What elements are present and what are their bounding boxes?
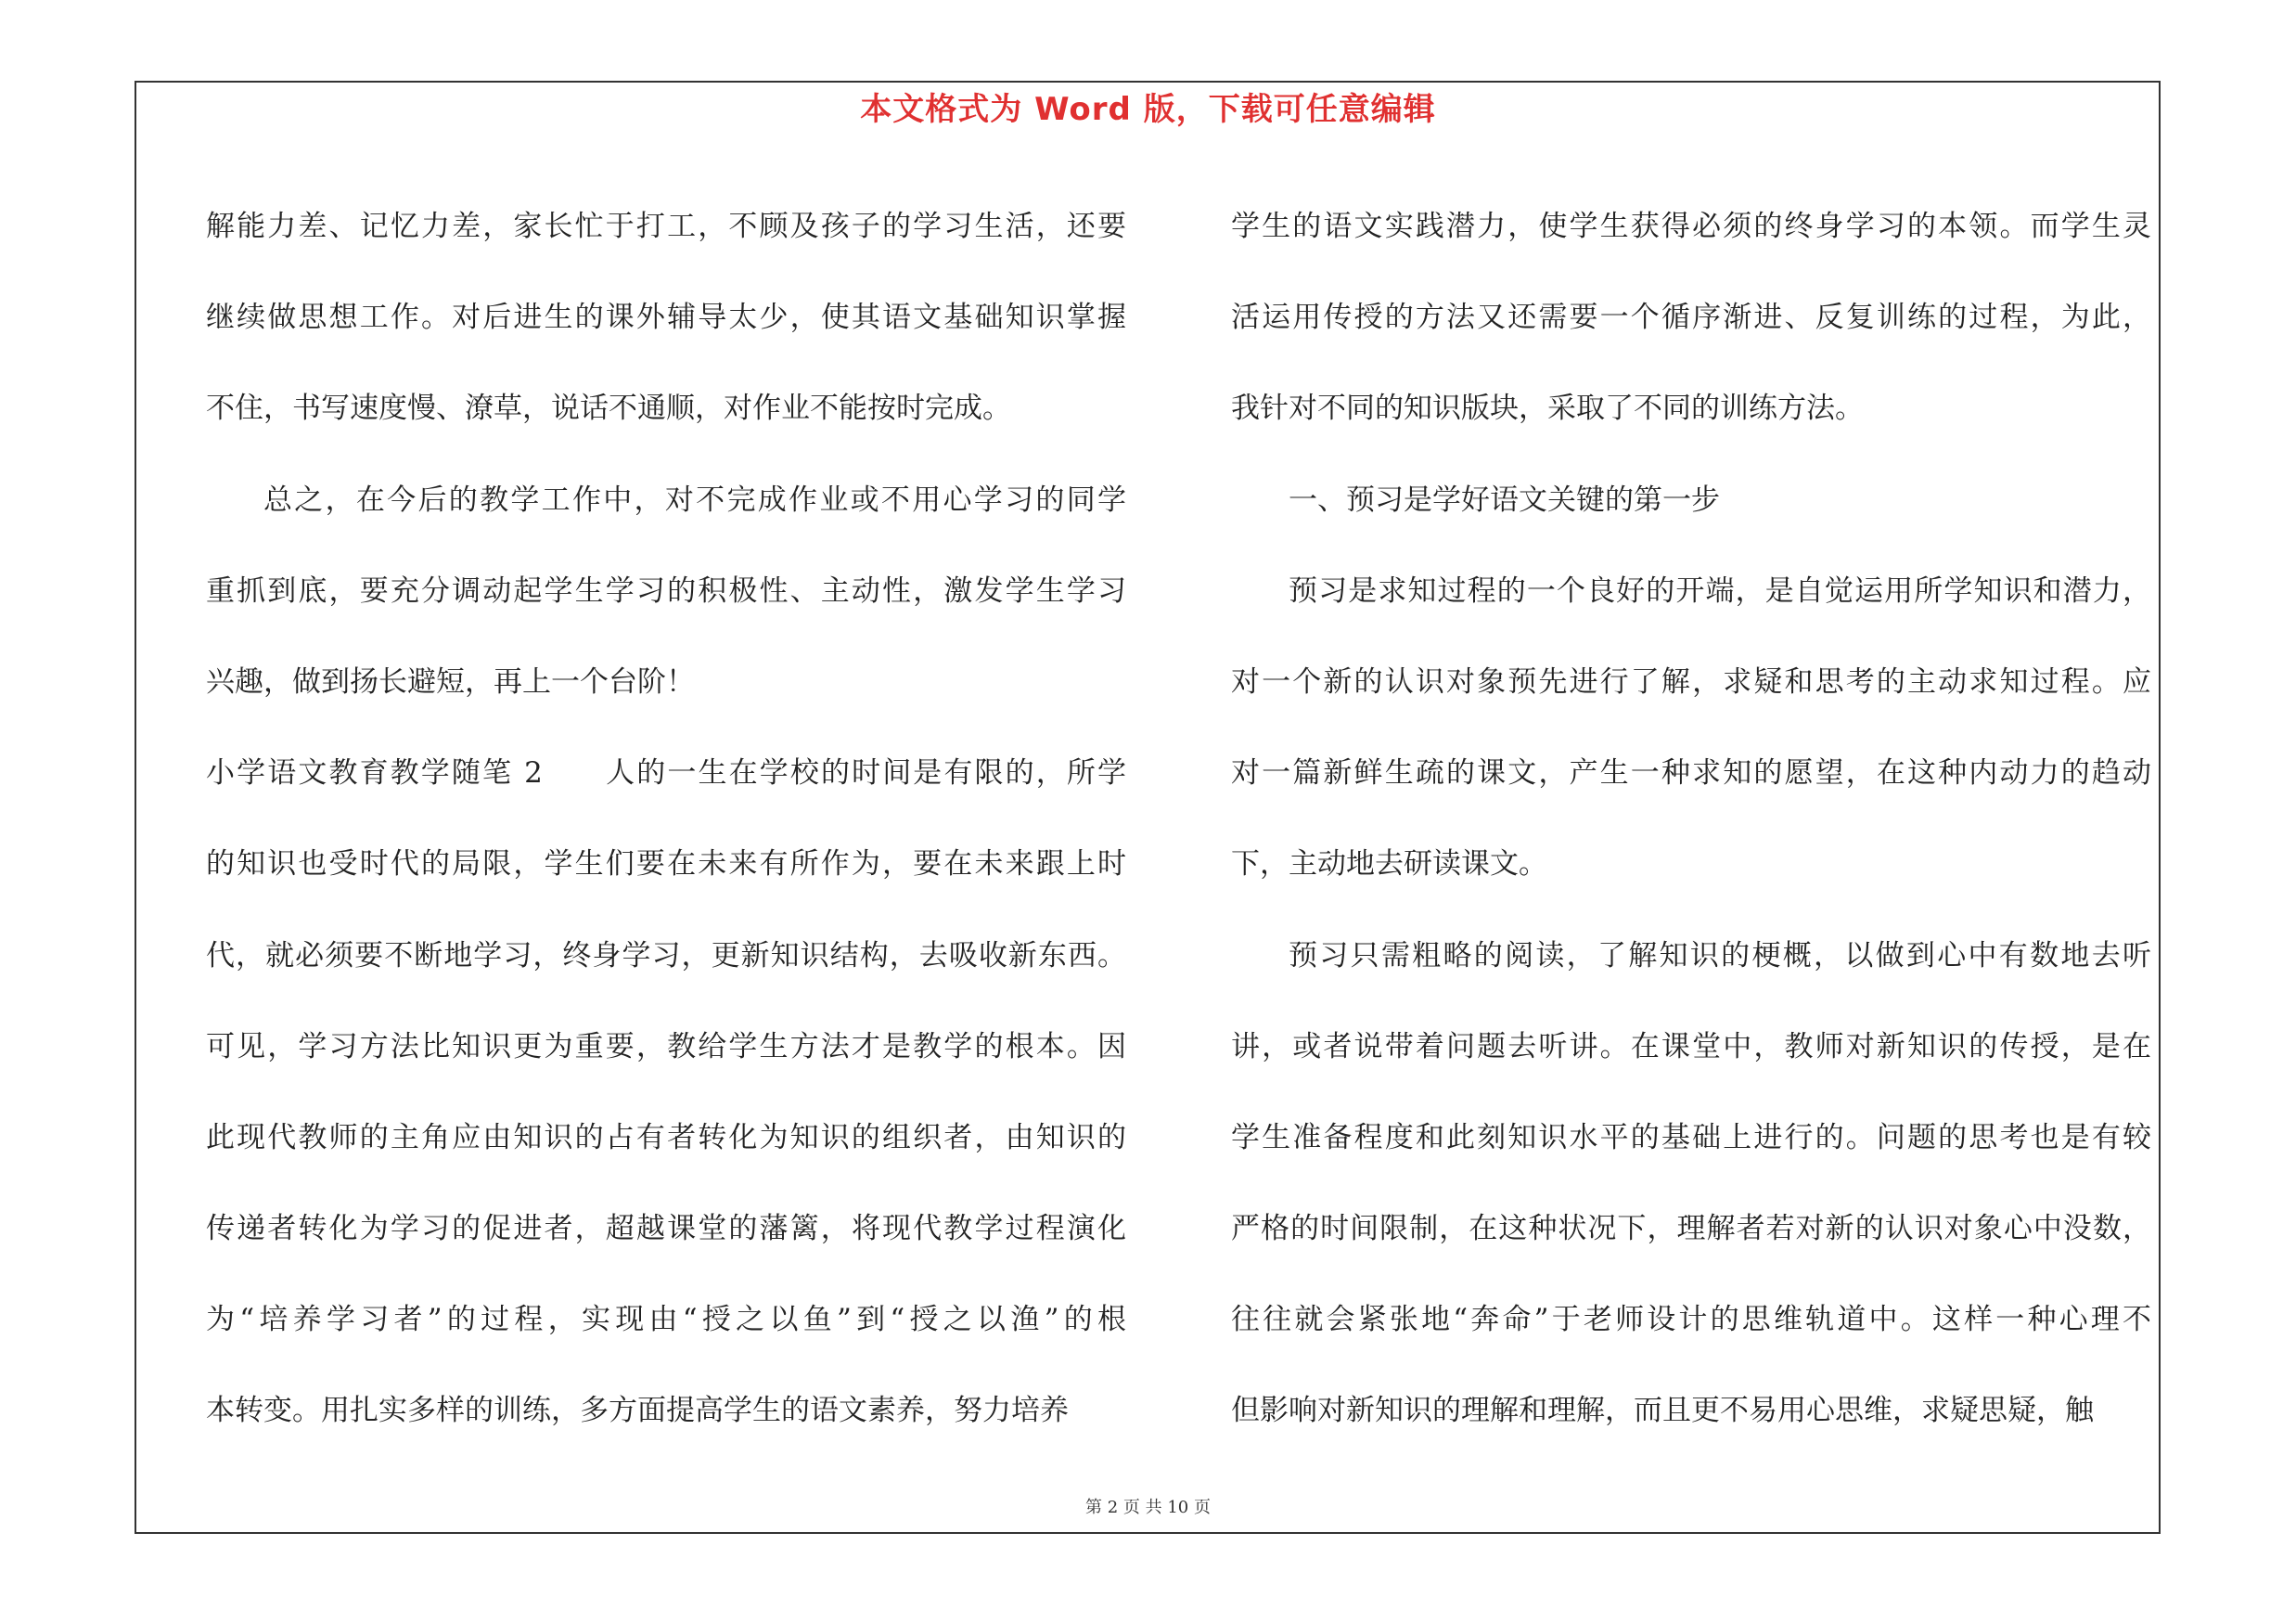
text-line: 往往就会紧张地“奔命”于老师设计的思维轨道中。这样一种心理不 (1231, 1303, 2151, 1337)
text-line: 继续做思想工作。对后进生的课外辅导太少，使其语文基础知识掌握 (206, 301, 1126, 335)
text-line: 预习只需粗略的阅读，了解知识的梗概，以做到心中有数地去听 (1289, 938, 2151, 973)
text-line: 兴趣，做到扬长避短，再上一个台阶！ (206, 664, 695, 699)
text-line: 小学语文教育教学随笔 2 人的一生在学校的时间是有限的，所学 (206, 756, 1126, 791)
text-line: 对一篇新鲜生疏的课文，产生一种求知的愿望，在这种内动力的趋动 (1231, 756, 2151, 791)
text-line: 讲，或者说带着问题去听讲。在课堂中，教师对新知识的传授，是在 (1231, 1029, 2151, 1063)
paragraph (1231, 546, 2151, 910)
text-line: 重抓到底，要充分调动起学生学习的积极性、主动性，激发学生学习 (206, 573, 1126, 608)
paragraph (206, 455, 1126, 728)
text-line: 代，就必须要不断地学习，终身学习，更新知识结构，去吸收新东西。 (206, 938, 1126, 973)
right-text-column (1231, 181, 2151, 1457)
text-line: 传递者转化为学习的促进者，超越课堂的藩篱，将现代教学过程演化 (206, 1212, 1126, 1246)
paragraph (1231, 910, 2151, 1457)
text-line: 学生准备程度和此刻知识水平的基础上进行的。问题的思考也是有较 (1231, 1120, 2151, 1154)
paragraph (1231, 181, 2151, 455)
text-line: 的知识也受时代的局限，学生们要在未来有所作为，要在未来跟上时 (206, 847, 1126, 882)
text-line: 为“培养学习者”的过程，实现由“授之以鱼”到“授之以渔”的根 (206, 1303, 1126, 1337)
paragraph (1231, 455, 2151, 546)
text-line: 活运用传授的方法又还需要一个循序渐进、反复训练的过程，为此， (1231, 301, 2151, 335)
text-line: 我针对不同的知识版块，采取了不同的训练方法。 (1231, 392, 1864, 426)
text-line: 预习是求知过程的一个良好的开端，是自觉运用所学知识和潜力， (1289, 573, 2151, 608)
left-text-column (206, 181, 1126, 1457)
paragraph (206, 181, 1126, 455)
word-format-banner: 本文格式为 Word 版，下载可任意编辑 (860, 91, 1436, 128)
text-line: 但影响对新知识的理解和理解，而且更不易用心思维，求疑思疑，触 (1231, 1394, 2094, 1428)
text-line: 不住，书写速度慢、潦草，说话不通顺，对作业不能按时完成。 (206, 392, 1011, 426)
paragraph (206, 728, 1126, 1457)
text-line: 本转变。用扎实多样的训练，多方面提高学生的语文素养，努力培养 (206, 1394, 1069, 1428)
text-line: 一、预习是学好语文关键的第一步 (1289, 483, 1720, 517)
text-line: 此现代教师的主角应由知识的占有者转化为知识的组织者，由知识的 (206, 1120, 1126, 1154)
text-line: 可见，学习方法比知识更为重要，教给学生方法才是教学的根本。因 (206, 1029, 1126, 1063)
text-line: 总之，在今后的教学工作中，对不完成作业或不用心学习的同学 (263, 483, 1126, 517)
text-line: 严格的时间限制，在这种状况下，理解者若对新的认识对象心中没数， (1231, 1212, 2151, 1246)
text-line: 对一个新的认识对象预先进行了解，求疑和思考的主动求知过程。应 (1231, 664, 2151, 699)
text-line: 下，主动地去研读课文。 (1231, 847, 1547, 882)
page-number: 第 2 页 共 10 页 (1085, 1498, 1211, 1517)
text-line: 解能力差、记忆力差，家长忙于打工，不顾及孩子的学习生活，还要 (206, 210, 1126, 243)
text-line: 学生的语文实践潜力，使学生获得必须的终身学习的本领。而学生灵 (1231, 210, 2151, 243)
